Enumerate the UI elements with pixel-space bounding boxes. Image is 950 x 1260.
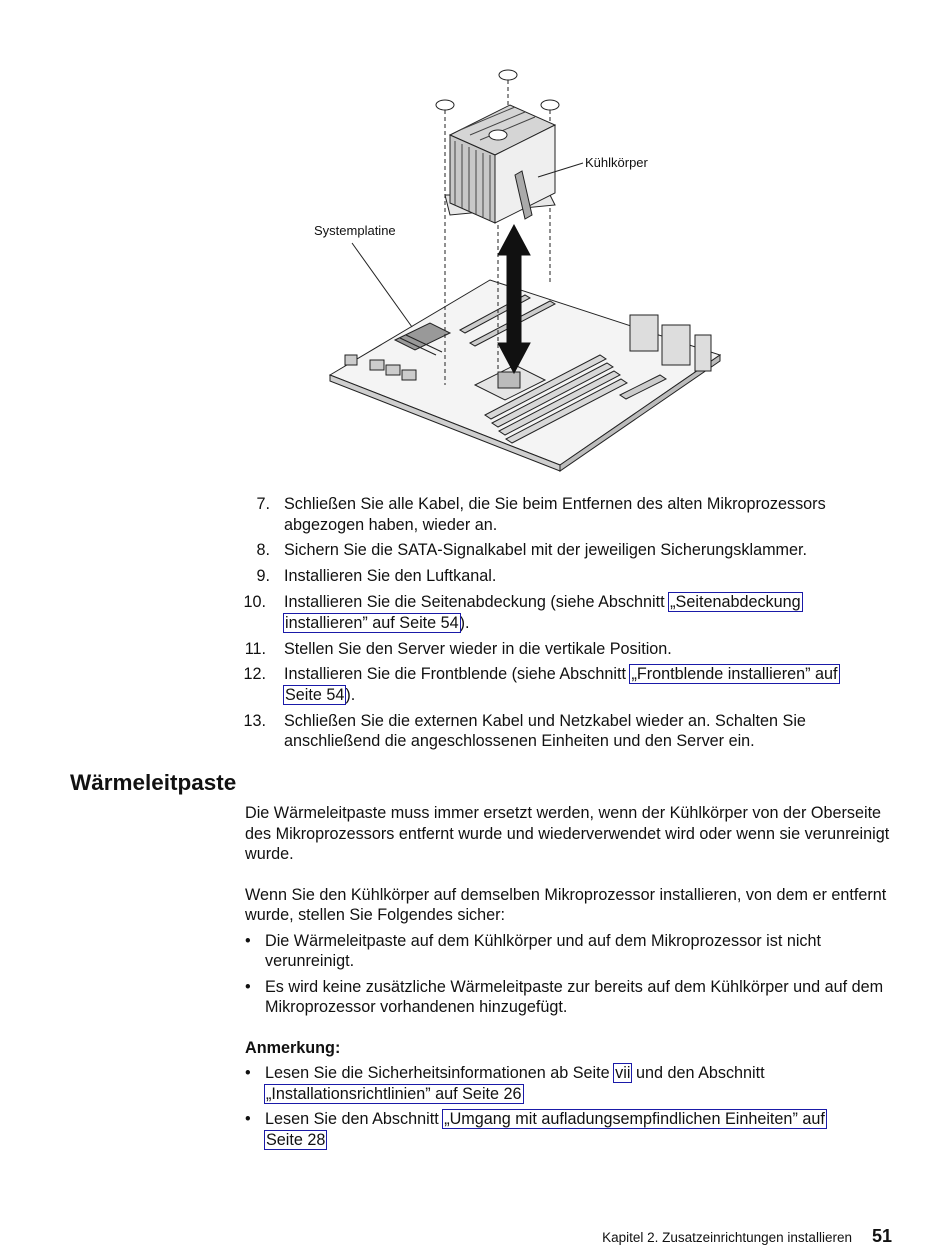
step-8 bbox=[240, 540, 890, 561]
list-item bbox=[245, 1109, 895, 1150]
note-list bbox=[245, 1063, 895, 1150]
link-bezel-install-page[interactable]: Seite 54 bbox=[285, 685, 345, 704]
step-9 bbox=[240, 566, 890, 587]
list-item-text: Die Wärmeleitpaste auf dem Kühlkörper und auf dem Mikroprozessor ist nicht verunreinigt. bbox=[265, 931, 822, 970]
section-body bbox=[245, 803, 895, 1155]
heatsink-installation-figure bbox=[300, 65, 730, 485]
step-number: 10. bbox=[243, 593, 266, 612]
step-text: Schließen Sie die externen Kabel und Netzkabel wieder an. Schalten Sie anschließend die angeschlossenen Einheiten und den Server ein. bbox=[284, 711, 806, 751]
list-item-text: Lesen Sie die Sicherheitsinformationen ab Seite bbox=[265, 1064, 615, 1082]
list-item-text: und den Abschnitt bbox=[631, 1064, 765, 1082]
step-number: 11. bbox=[244, 639, 266, 658]
step-13 bbox=[240, 711, 890, 752]
footer-chapter: Kapitel 2. Zusatzeinrichtungen installieren bbox=[602, 1230, 852, 1245]
step-number: 9. bbox=[256, 567, 270, 586]
step-text: Installieren Sie den Luftkanal. bbox=[284, 567, 497, 586]
bullet-icon: • bbox=[245, 931, 251, 950]
bullet-icon: • bbox=[245, 1064, 251, 1082]
note-heading: Anmerkung: bbox=[245, 1038, 341, 1057]
list-item bbox=[245, 931, 895, 972]
installation-steps bbox=[240, 494, 890, 757]
section-title: Wärmeleitpaste bbox=[70, 770, 237, 795]
step-11 bbox=[240, 639, 890, 660]
heatsink-diagram bbox=[300, 65, 730, 485]
link-safety-page[interactable]: vii bbox=[615, 1064, 631, 1082]
link-static-sensitive-page[interactable]: Seite 28 bbox=[266, 1130, 326, 1149]
step-text-end: ). bbox=[345, 685, 356, 704]
list-item-text: Es wird keine zusätzliche Wärmeleitpaste zur bereits auf dem Kühlkörper und auf dem Mikroprozessor vorhandenen hinzugefügt. bbox=[265, 977, 884, 1016]
step-text: Installieren Sie die Frontblende (siehe Abschnitt bbox=[284, 665, 631, 684]
step-text: Installieren Sie die Seitenabdeckung (siehe Abschnitt bbox=[284, 593, 670, 612]
bullet-icon: • bbox=[245, 977, 251, 996]
step-text-end: ). bbox=[459, 613, 470, 632]
step-number: 7. bbox=[256, 495, 270, 513]
label-heatsink: Kühlkörper bbox=[585, 155, 648, 170]
step-text: Schließen Sie alle Kabel, die Sie beim Entfernen des alten Mikroprozessors abgezogen haben, wieder an. bbox=[284, 495, 826, 534]
step-10 bbox=[240, 592, 890, 633]
link-side-cover-install[interactable]: „Seitenabdeckung bbox=[670, 593, 801, 612]
step-12 bbox=[240, 664, 890, 705]
link-bezel-install[interactable]: „Frontblende installieren” auf bbox=[631, 665, 838, 684]
bullet-icon: • bbox=[245, 1110, 251, 1128]
bullet-list bbox=[245, 931, 895, 1018]
list-item bbox=[245, 1063, 895, 1104]
list-item-text: Lesen Sie den Abschnitt bbox=[265, 1110, 444, 1128]
step-7 bbox=[240, 494, 890, 535]
page-number: 51 bbox=[871, 1226, 892, 1246]
link-installation-guidelines[interactable]: „Installationsrichtlinien” auf Seite 26 bbox=[266, 1084, 522, 1103]
list-item bbox=[245, 977, 895, 1018]
step-number: 8. bbox=[256, 541, 270, 560]
label-system-board: Systemplatine bbox=[314, 223, 396, 238]
paragraph-2: Wenn Sie den Kühlkörper auf demselben Mikroprozessor installieren, von dem er entfernt wurde, stellen Sie Folgendes sicher: bbox=[245, 885, 887, 924]
step-text: Sichern Sie die SATA-Signalkabel mit der jeweiligen Sicherungsklammer. bbox=[284, 541, 808, 560]
paragraph-1: Die Wärmeleitpaste muss immer ersetzt werden, wenn der Kühlkörper von der Oberseite des Mikroprozessors entfernt wurde und wiederverwendet wird oder wenn sie verunreinigt wurde. bbox=[245, 804, 890, 863]
link-static-sensitive[interactable]: „Umgang mit aufladungsempfindlichen Einheiten” auf bbox=[444, 1110, 825, 1128]
step-number: 13. bbox=[243, 711, 266, 730]
page-footer bbox=[602, 1226, 892, 1247]
link-side-cover-install-page[interactable]: installieren” auf Seite 54 bbox=[285, 613, 459, 632]
step-text: Stellen Sie den Server wieder in die vertikale Position. bbox=[284, 639, 672, 658]
step-number: 12. bbox=[243, 665, 266, 684]
